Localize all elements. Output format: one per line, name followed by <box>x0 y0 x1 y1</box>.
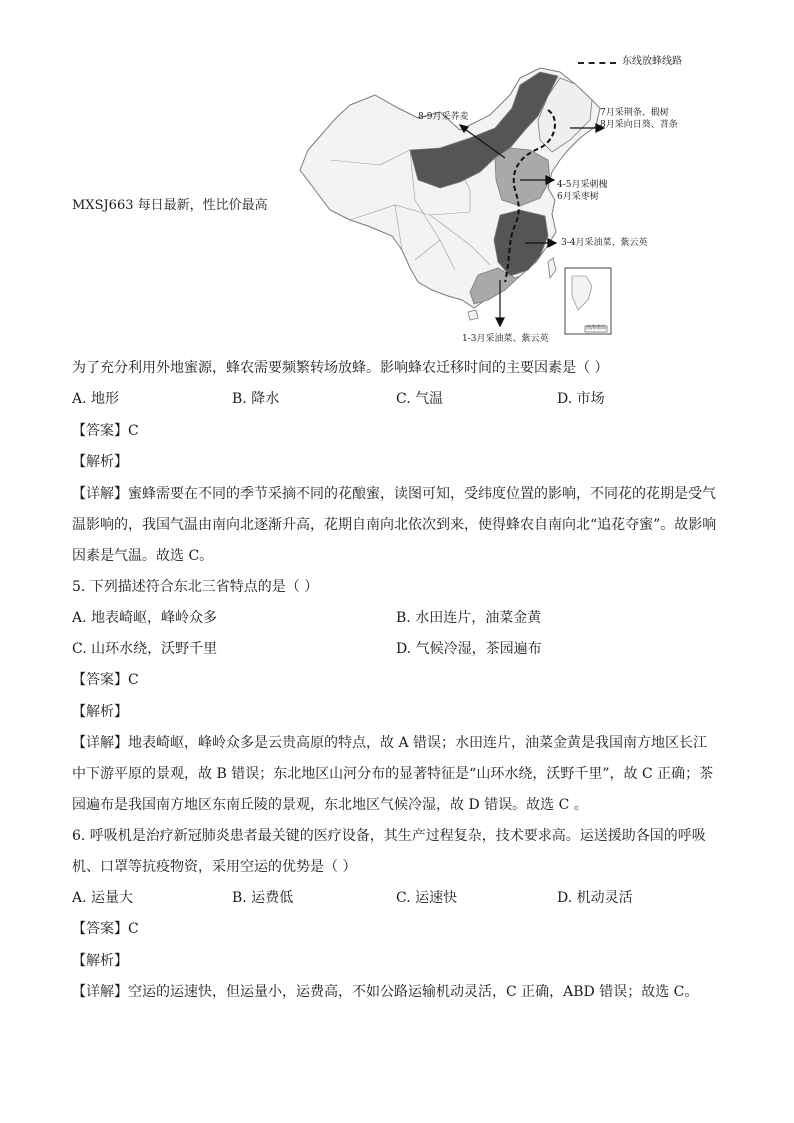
q6-option-b: B. 运费低 <box>232 890 294 906</box>
label-northeast-1: 7月采荆条、椴树 <box>600 108 669 118</box>
q5-detail-line-3: 园遍布是我国南方地区东南丘陵的景观，东北地区气候冷湿，故 D 错误。故选 C 。 <box>72 797 588 813</box>
q6-answer: 【答案】C <box>72 921 139 937</box>
q4-option-b: B. 降水 <box>232 391 280 407</box>
q6-option-d: D. 机动灵活 <box>557 890 633 906</box>
label-south: 1-3月采油菜、紫云英 <box>462 334 549 344</box>
label-northwest: 8-9月采荞麦 <box>418 112 469 122</box>
q5-answer: 【答案】C <box>72 672 139 688</box>
q5-option-b: B. 水田连片，油菜金黄 <box>396 610 542 626</box>
china-map <box>0 0 794 360</box>
label-northeast-2: 8月采向日葵、苕条 <box>600 120 678 130</box>
q6-option-c: C. 运速快 <box>396 890 458 906</box>
q4-analysis: 【解析】 <box>72 454 128 470</box>
taiwan-island <box>548 258 556 278</box>
q4-answer: 【答案】C <box>72 423 139 439</box>
q5-detail-line-2: 中下游平原的景观，故 B 错误；东北地区山河分布的显著特征是“山环水绕，沃野千里”，故 C 正确；茶 <box>72 766 714 782</box>
q6-stem-line-2: 机、口罩等抗疫物资，采用空运的优势是（ ） <box>72 859 357 875</box>
q5-option-c: C. 山环水绕，沃野千里 <box>72 641 218 657</box>
q6-option-a: A. 运量大 <box>72 890 134 906</box>
label-north-2: 6月采枣树 <box>557 192 599 202</box>
q6-stem-line-1: 6. 呼吸机是治疗新冠肺炎患者最关键的医疗设备，其生产过程复杂，技术要求高。运送援助各国的呼吸 <box>72 828 706 844</box>
q5-detail-line-1: 【详解】地表崎岖，峰岭众多是云贵高原的特点，故 A 错误；水田连片，油菜金黄是我国南方地区长江 <box>72 735 708 751</box>
watermark-text: MXSJ663 每日最新，性比价最高 <box>72 198 268 213</box>
inset-label: 南海诸岛 <box>586 325 607 331</box>
q5-option-a: A. 地表崎岖，峰岭众多 <box>72 610 218 626</box>
q4-stem: 为了充分利用外地蜜源，蜂农需要频繁转场放蜂。影响蜂农迁移时间的主要因素是（ ） <box>72 360 609 376</box>
q5-stem: 5. 下列描述符合东北三省特点的是（ ） <box>72 579 319 595</box>
hainan-island <box>468 310 478 320</box>
q6-analysis: 【解析】 <box>72 953 128 969</box>
label-north-1: 4-5月采刺槐 <box>557 180 608 190</box>
q4-option-c: C. 气温 <box>396 391 444 407</box>
q4-detail-line-1: 【详解】蜜蜂需要在不同的季节采摘不同的花酿蜜，读图可知，受纬度位置的影响，不同花的花期是受气 <box>72 486 716 502</box>
q4-detail-line-3: 因素是气温。故选 C。 <box>72 548 214 564</box>
q4-option-d: D. 市场 <box>557 391 605 407</box>
q5-option-d: D. 气候冷湿，茶园遍布 <box>396 641 542 657</box>
label-east: 3-4月采油菜、紫云英 <box>561 238 648 248</box>
q6-detail-line-1: 【详解】空运的运速快，但运量小，运费高，不如公路运输机动灵活，C 正确，ABD 错误；故选 C。 <box>72 984 699 1000</box>
q5-analysis: 【解析】 <box>72 704 128 720</box>
legend-label: 东线放蜂线路 <box>622 56 682 67</box>
q4-option-a: A. 地形 <box>72 391 120 407</box>
q4-detail-line-2: 温影响的，我国气温由南向北逐渐升高，花期自南向北依次到来，使得蜂农自南向北“追花夺蜜”。故影响 <box>72 517 717 533</box>
